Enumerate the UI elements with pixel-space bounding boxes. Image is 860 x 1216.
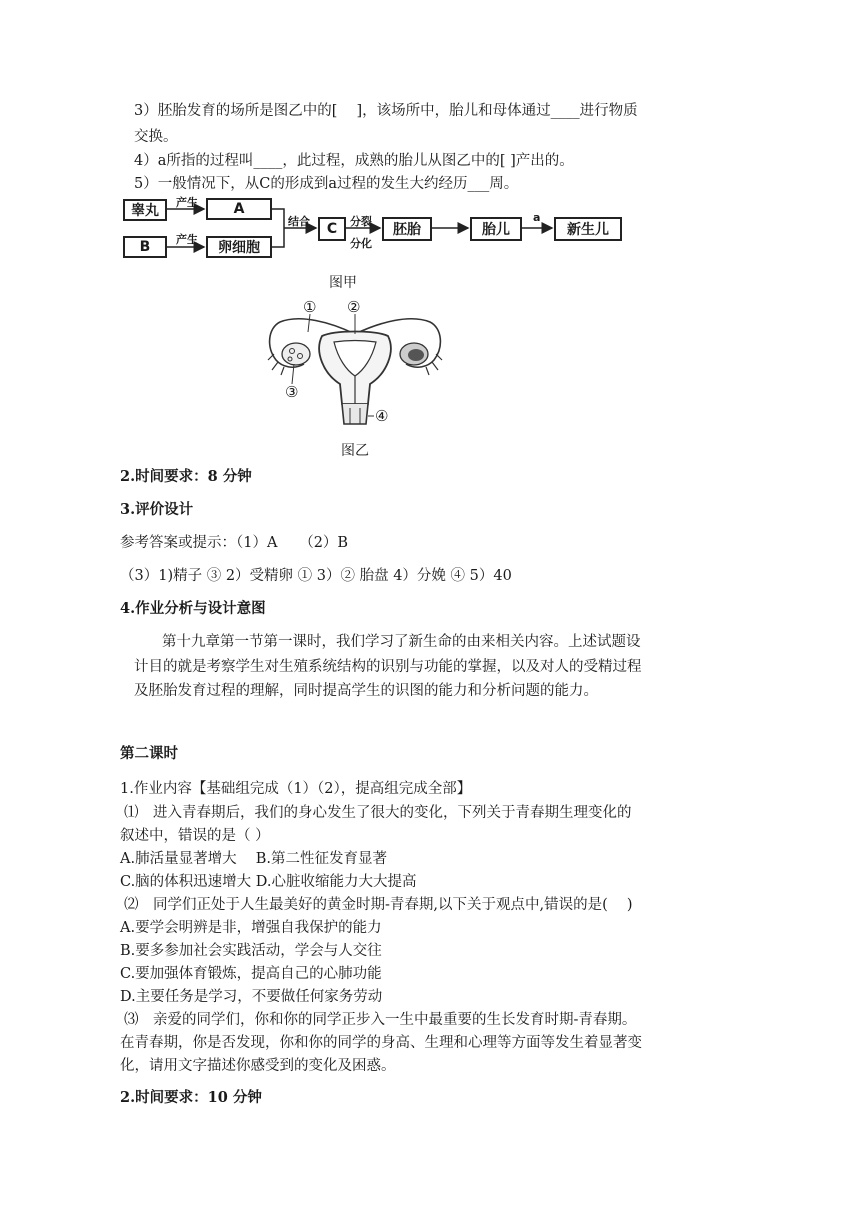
question-3-line-1: 3）胚胎发育的场所是图乙中的[ ]，该场所中，胎儿和母体通过____进行物质: [134, 103, 638, 119]
label-3: ③: [285, 383, 299, 401]
box-embryo: 胚胎: [382, 217, 432, 241]
analysis-paragraph-line-3: 及胚胎发育过程的理解，同时提高学生的识图的能力和分析问题的能力。: [134, 683, 598, 699]
answer-line-1: 参考答案或提示：（1）A （2）B: [120, 535, 349, 551]
l2-question-1-line-2: 叙述中，错误的是（ ）: [120, 828, 270, 844]
figure-a-caption: 图甲: [329, 275, 357, 291]
answer-line-2: （3）1)精子 ③ 2）受精卵 ① 3）② 胎盘 4）分娩 ④ 5）40: [120, 568, 512, 584]
lesson-2-content-title: 1.作业内容【基础组完成（1）（2），提高组完成全部】: [120, 781, 472, 797]
lesson-2-title: 第二课时: [120, 746, 178, 762]
label-2: ②: [347, 298, 361, 316]
l2-question-3-line-1: ⑶ 亲爱的同学们，你和你的同学正步入一生中最重要的生长发育时期-青春期。: [124, 1012, 637, 1028]
label-1: ①: [303, 298, 317, 316]
label-produce-1: 产生: [176, 196, 198, 209]
question-4: 4）a所指的过程叫____，此过程，成熟的胎儿从图乙中的[ ]产出的。: [134, 153, 574, 169]
analysis-title: 4.作业分析与设计意图: [120, 600, 266, 617]
l2-question-2-option-a: A.要学会明辨是非，增强自我保护的能力: [120, 920, 382, 936]
time-requirement-2: 2.时间要求：10 分钟: [120, 1089, 262, 1106]
l2-question-2-option-c: C.要加强体育锻炼，提高自己的心肺功能: [120, 966, 382, 982]
merge-bracket: [272, 209, 284, 247]
l2-question-2-line-1: ⑵ 同学们正处于人生最美好的黄金时期-青春期,以下关于观点中,错误的是( ): [124, 897, 633, 913]
l2-question-1-options-cd: C.脑的体积迅速增大 D.心脏收缩能力大大提高: [120, 874, 417, 890]
l2-question-3-line-3: 化，请用文字描述你感受到的变化及困惑。: [120, 1058, 396, 1074]
label-a: a: [533, 211, 541, 224]
box-fetus: 胎儿: [470, 217, 522, 241]
label-split: 分裂: [350, 215, 372, 228]
l2-question-2-option-d: D.主要任务是学习，不要做任何家务劳动: [120, 989, 383, 1005]
label-produce-2: 产生: [176, 233, 198, 246]
l2-question-2-option-b: B.要多参加社会实践活动，学会与人交往: [120, 943, 382, 959]
label-4: ④: [375, 407, 389, 425]
figure-b-caption: 图乙: [341, 443, 369, 459]
box-testis: 睾丸: [123, 199, 167, 221]
label-differentiate: 分化: [350, 237, 372, 250]
analysis-paragraph-line-1: 第十九章第一节第一课时，我们学习了新生命的由来相关内容。上述试题设: [162, 634, 641, 650]
box-A: A: [206, 198, 272, 220]
l2-question-1-line-1: ⑴ 进入青春期后，我们的身心发生了很大的变化，下列关于青春期生理变化的: [124, 805, 632, 821]
l2-question-1-options-ab: A.肺活量显著增大 B.第二性征发育显著: [120, 851, 387, 867]
label-combine: 结合: [288, 215, 310, 228]
l2-question-3-line-2: 在青春期，你是否发现，你和你的同学的身高、生理和心理等方面等发生着显著变: [120, 1035, 642, 1051]
box-B: B: [123, 236, 167, 258]
evaluation-title: 3.评价设计: [120, 501, 194, 518]
box-C: C: [318, 217, 346, 241]
box-newborn: 新生儿: [554, 217, 622, 241]
analysis-paragraph-line-2: 计目的就是考察学生对生殖系统结构的识别与功能的掌握，以及对人的受精过程: [134, 659, 642, 675]
box-egg-cell: 卵细胞: [206, 236, 272, 258]
question-5: 5）一般情况下，从C的形成到a过程的发生大约经历___周。: [134, 176, 519, 192]
question-3-line-2: 交换。: [134, 129, 178, 145]
time-requirement-1: 2.时间要求：8 分钟: [120, 468, 252, 485]
